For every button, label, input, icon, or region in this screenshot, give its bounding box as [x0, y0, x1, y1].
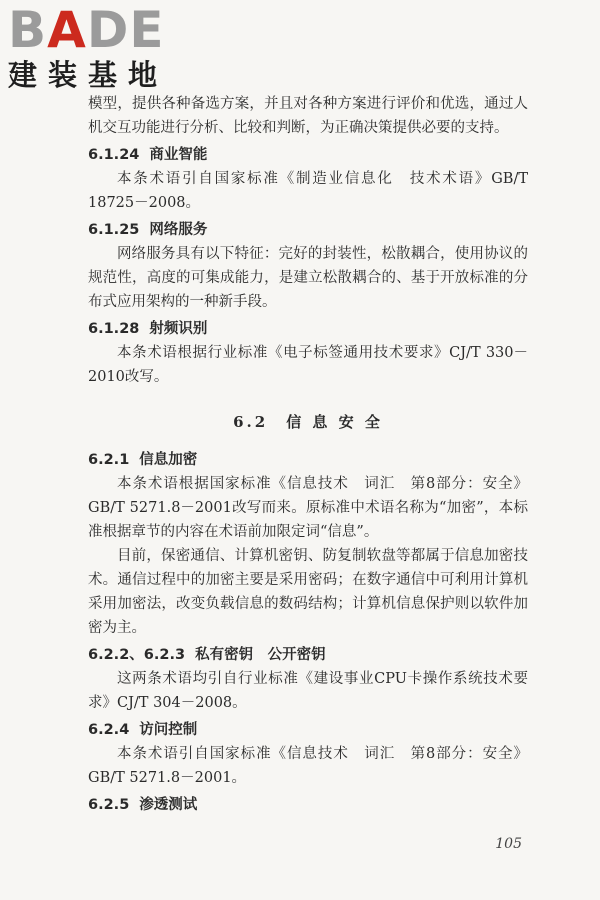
- section-heading: 6.2 信 息 安 全: [233, 413, 383, 431]
- paragraph: 本条术语根据行业标准《电子标签通用技术要求》CJ/T 330－2010改写。: [88, 345, 528, 385]
- paragraph: 模型，提供各种备选方案，并且对各种方案进行评价和优选，通过人机交互功能进行分析、比较和判断，为正确决策提供必要的支持。: [88, 96, 528, 136]
- clause-title: 射频识别: [149, 320, 208, 337]
- paragraph: 本条术语根据国家标准《信息技术 词汇 第8部分：安全》GB/T 5271.8－2001改写而来。原标准中术语名称为“加密”，本标准根据章节的内容在术语前加限定词“信息”。: [88, 476, 528, 540]
- clause-heading: [88, 718, 528, 742]
- logo-wordmark: BADE: [8, 1, 165, 59]
- clause-heading: [88, 143, 528, 167]
- clause-number: 6.1.24: [88, 147, 140, 163]
- logo: [8, 1, 178, 92]
- clause-heading: [88, 218, 528, 242]
- paragraph: 网络服务具有以下特征：完好的封装性，松散耦合，使用协议的规范性，高度的可集成能力，是建立松散耦合的、基于开放标准的分布式应用架构的一种新手段。: [88, 246, 528, 310]
- clause-title: 私有密钥 公开密钥: [195, 646, 326, 663]
- clause-heading: [88, 793, 528, 817]
- clause-number: 6.2.5: [88, 797, 130, 813]
- clause-number: 6.2.4: [88, 722, 130, 738]
- paragraph: 这两条术语均引自行业标准《建设事业CPU卡操作系统技术要求》CJ/T 304－2008。: [88, 671, 528, 711]
- clause-heading: [88, 643, 528, 667]
- clause-title: 信息加密: [139, 451, 198, 468]
- page-number: 105: [495, 836, 522, 852]
- paragraph: 本条术语引自国家标准《制造业信息化 技术术语》GB/T 18725－2008。: [88, 171, 528, 211]
- clause-heading: [88, 448, 528, 472]
- clause-number: 6.1.28: [88, 321, 140, 337]
- clause-title: 渗透测试: [139, 796, 198, 813]
- logo-chinese: 建装基地: [8, 58, 169, 92]
- clause-number: 6.2.2、6.2.3: [88, 647, 186, 663]
- clause-title: 商业智能: [149, 146, 208, 163]
- paragraph: 本条术语引自国家标准《信息技术 词汇 第8部分：安全》GB/T 5271.8－2001。: [88, 746, 528, 786]
- clause-heading: [88, 317, 528, 341]
- clause-title: 网络服务: [149, 221, 208, 238]
- page-content: [88, 92, 528, 817]
- paragraph: 目前，保密通信、计算机密钥、防复制软盘等都属于信息加密技术。通信过程中的加密主要是采用密码；在数字通信中可利用计算机采用加密法，改变负载信息的数码结构；计算机信息保护则以软件加密为主。: [88, 548, 528, 636]
- clause-title: 访问控制: [139, 721, 198, 738]
- clause-number: 6.2.1: [88, 452, 130, 468]
- clause-number: 6.1.25: [88, 222, 140, 238]
